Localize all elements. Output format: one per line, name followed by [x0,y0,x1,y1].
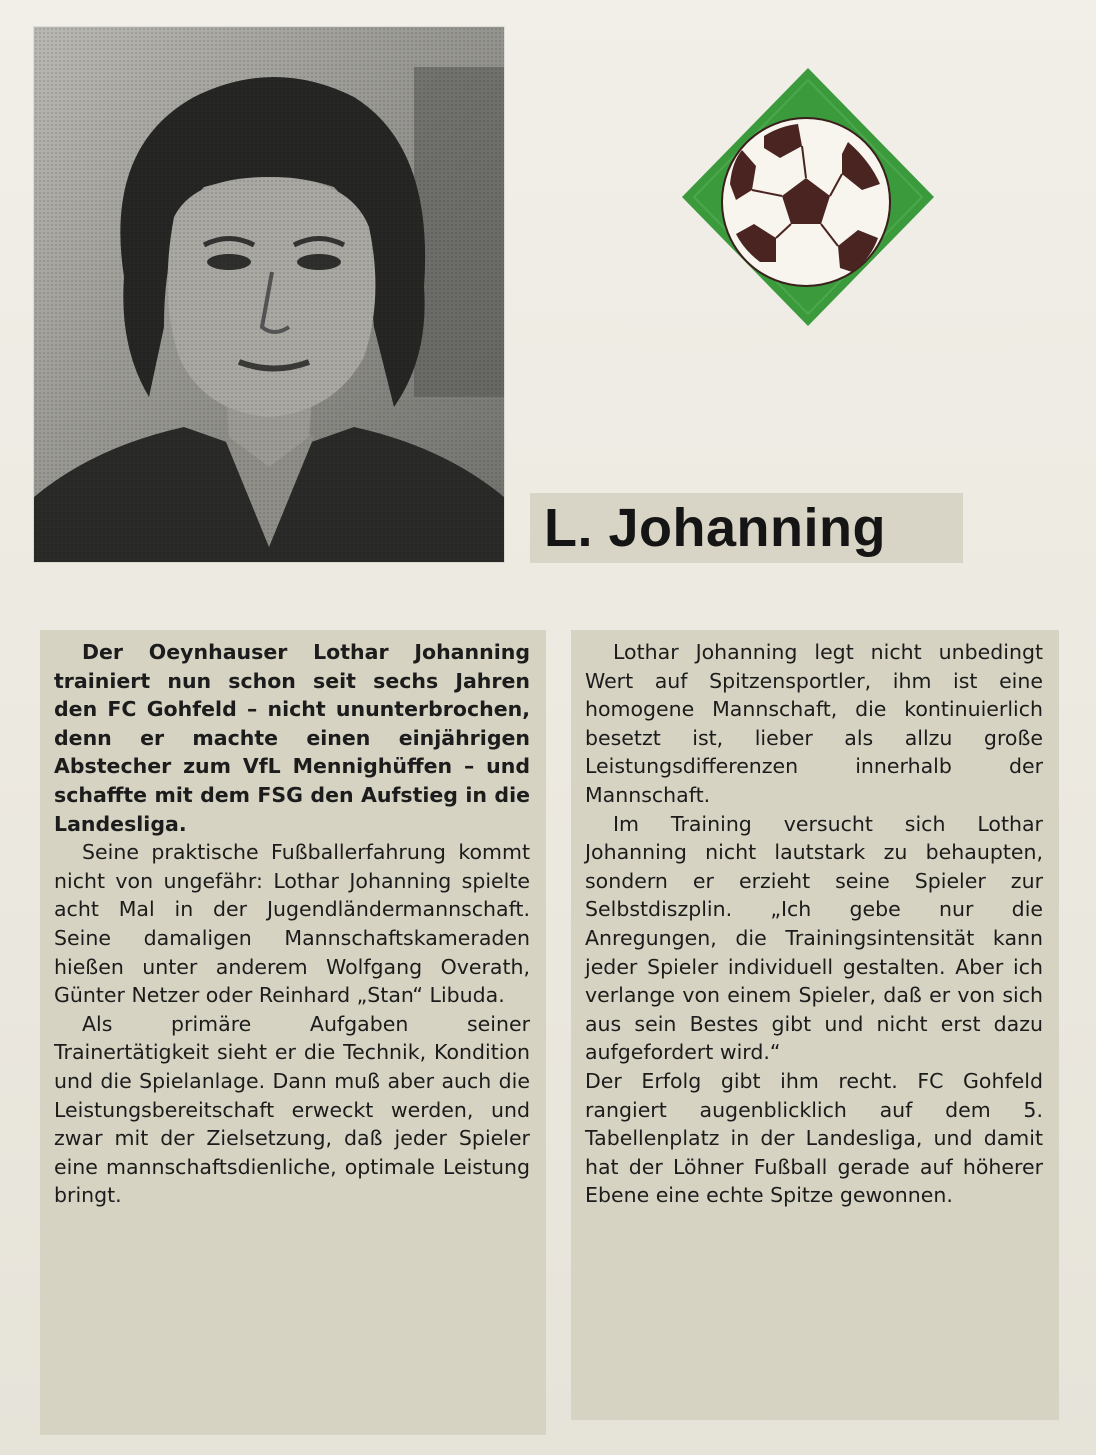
article-column-left [40,630,546,1435]
paragraph: Als primäre Aufgaben seiner Trainertätigkeit sieht er die Technik, Kondition und die Spielanlage. Dann muß aber auch die Leistungsbereitschaft erweckt werden, und zwar mit der Zielsetzung, daß jeder Spieler eine mannschaftsdienliche, optimale Leistung bringt. [54,1011,530,1208]
portrait-photo [34,27,504,562]
lead-paragraph: Der Oeynhauser Lothar Johanning trainiert nun schon seit sechs Jahren den FC Gohfeld – nicht ununterbrochen, denn er machte einen einjährigen Abstecher zum VfL Mennighüffen – und schaffte mit dem FSG den Aufstieg in die Landesliga. [54,640,530,836]
article-column-right [571,630,1059,1420]
headline: L. Johanning [544,498,886,558]
paragraph: Der Erfolg gibt ihm recht. FC Gohfeld rangiert augenblicklich auf dem 5. Tabellenplatz in der Landesliga, und damit hat der Löhner Fußball gerade auf höherer Ebene eine echte Spitze gewonnen. [585,1068,1043,1208]
paragraph: Im Training versucht sich Lothar Johanning nicht lautstark zu behaupten, sondern er erzieht seine Spieler zur Selbstdiszplin. „Ich gebe nur die Anregungen, die Trainingsintensität kann jeder Spieler individuell gestalten. Aber ich verlange von einem Spieler, daß er von sich aus sein Bestes gibt und nicht erst dazu aufgefordert wird.“ [585,811,1043,1065]
paragraph: Seine praktische Fußballerfahrung kommt nicht von ungefähr: Lothar Johanning spielte acht Mal in der Jugendländermannschaft. Seine damaligen Mannschaftskameraden hießen unter anderem Wolfgang Overath, Günter Netzer oder Reinhard „Stan“ Libuda. [54,840,530,1008]
football-diamond-icon [680,66,936,328]
headline-clipping [530,493,963,563]
paragraph: Lothar Johanning legt nicht unbedingt Wert auf Spitzensportler, ihm ist eine homogene Mannschaft, die kontinuierlich besetzt ist, lieber als allzu große Leistungsdifferenzen innerhalb der Mannschaft. [585,640,1043,807]
